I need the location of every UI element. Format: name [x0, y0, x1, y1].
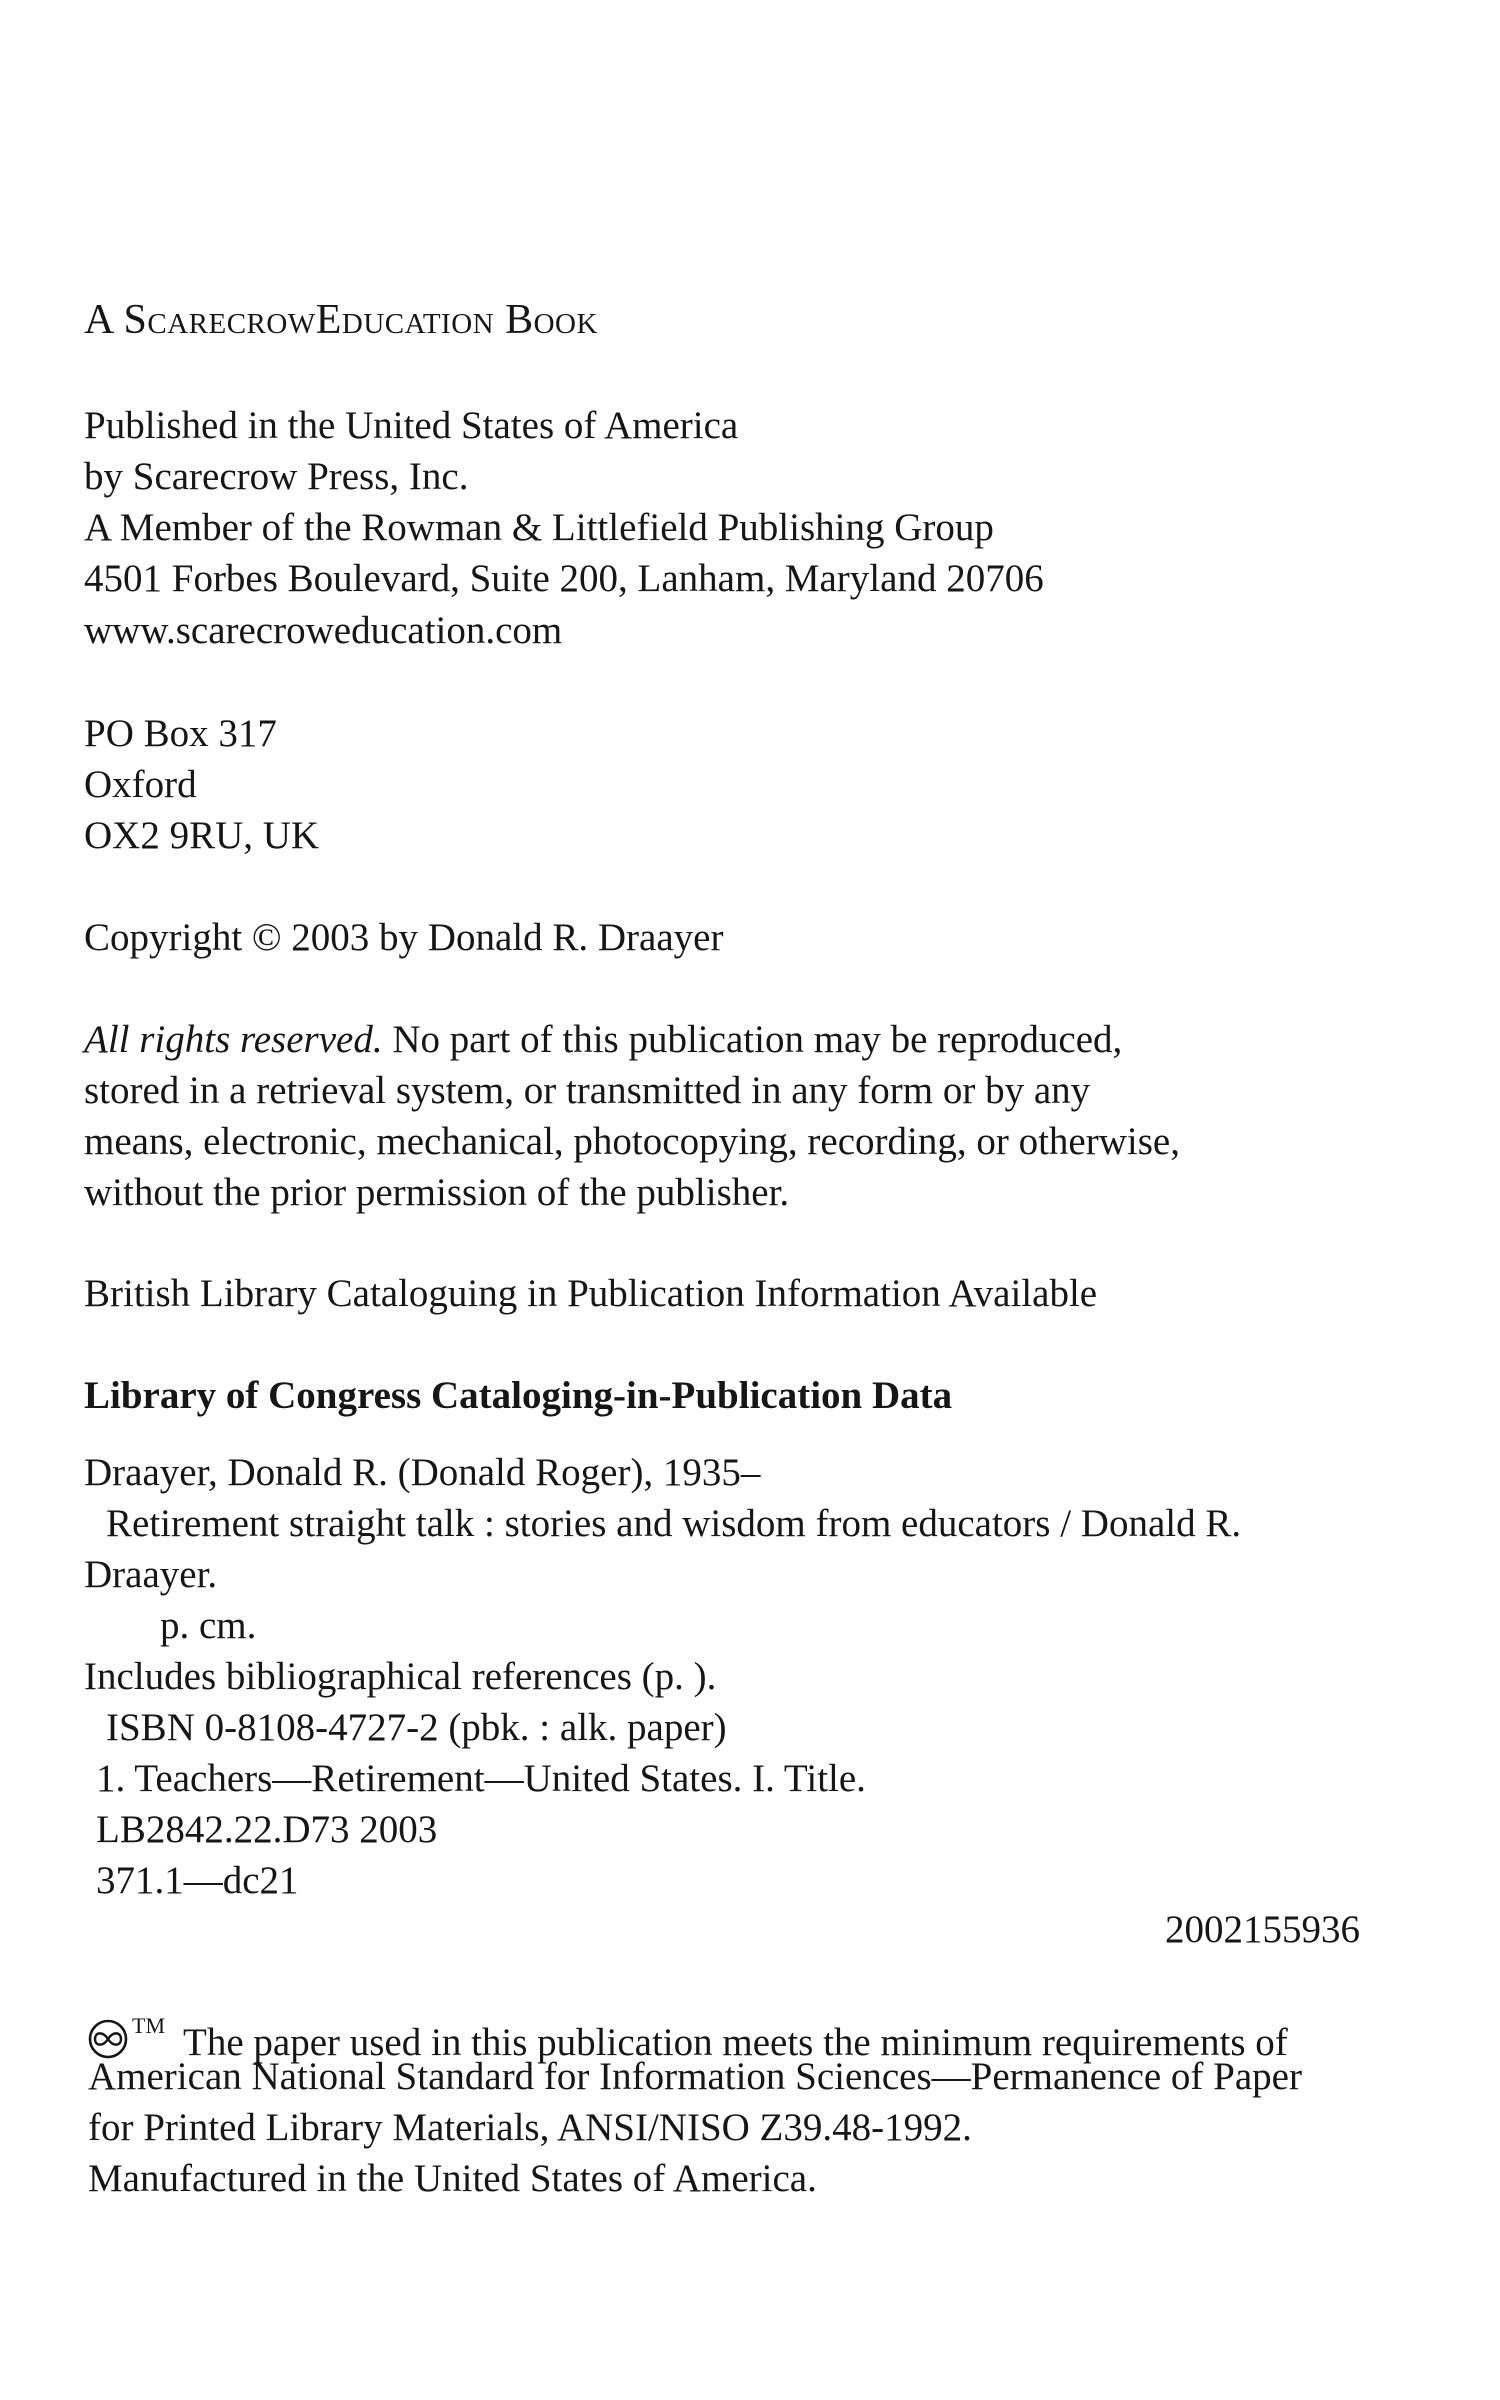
paper-notice-text-1: The paper used in this publication meets the minimum requirements of [183, 2021, 1288, 2064]
british-library-notice: British Library Cataloguing in Publication Information Available [84, 1272, 1098, 1315]
cip-title-line-2: Draayer. [84, 1553, 218, 1596]
rights-lead: All rights reserved. [84, 1018, 383, 1061]
cip-lc-class: LB2842.22.D73 2003 [96, 1808, 438, 1851]
rights-line-1-rest: No part of this publication may be reproduced, [382, 1018, 1123, 1061]
publisher-website: www.scarecroweducation.com [84, 609, 563, 652]
rights-line-4: without the prior permission of the publisher. [84, 1171, 790, 1214]
rights-line-2: stored in a retrieval system, or transmitted in any form or by any [84, 1069, 1091, 1112]
paper-notice-line-2: American National Standard for Information Sciences—Permanence of Paper [88, 2055, 1302, 2098]
trademark-mark: TM [132, 2013, 165, 2038]
cip-author: Draayer, Donald R. (Donald Roger), 1935– [84, 1451, 761, 1494]
cip-bibliography: Includes bibliographical references (p. ). [84, 1655, 717, 1698]
rights-line-3: means, electronic, mechanical, photocopying, recording, or otherwise, [84, 1120, 1180, 1163]
series-title: A ScarecrowEducation Book [84, 297, 598, 343]
cip-heading: Library of Congress Cataloging-in-Publication Data [84, 1374, 953, 1417]
publisher-line-1: Published in the United States of America [84, 404, 739, 447]
manufactured-notice: Manufactured in the United States of America. [88, 2157, 817, 2200]
publisher-address: 4501 Forbes Boulevard, Suite 200, Lanham, Maryland 20706 [84, 557, 1044, 600]
cip-subjects: 1. Teachers—Retirement—United States. I. Title. [96, 1757, 866, 1800]
rights-line-1 [84, 1016, 1122, 1064]
paper-notice-line-3: for Printed Library Materials, ANSI/NISO Z39.48-1992. [88, 2106, 972, 2149]
copyright-line: Copyright © 2003 by Donald R. Draayer [84, 916, 724, 959]
cip-isbn: ISBN 0-8108-4727-2 (pbk. : alk. paper) [106, 1706, 727, 1749]
uk-address-line-3: OX2 9RU, UK [84, 814, 320, 857]
uk-address-line-2: Oxford [84, 763, 197, 806]
publisher-line-3: A Member of the Rowman & Littlefield Publishing Group [84, 506, 994, 549]
cip-dewey: 371.1—dc21 [96, 1859, 299, 1902]
cip-title-line-1: Retirement straight talk : stories and wisdom from educators / Donald R. [106, 1502, 1242, 1545]
uk-address-line-1: PO Box 317 [84, 712, 277, 755]
cip-physical: p. cm. [160, 1604, 257, 1647]
cip-lccn: 2002155936 [1165, 1908, 1360, 1951]
publisher-line-2: by Scarecrow Press, Inc. [84, 455, 469, 498]
